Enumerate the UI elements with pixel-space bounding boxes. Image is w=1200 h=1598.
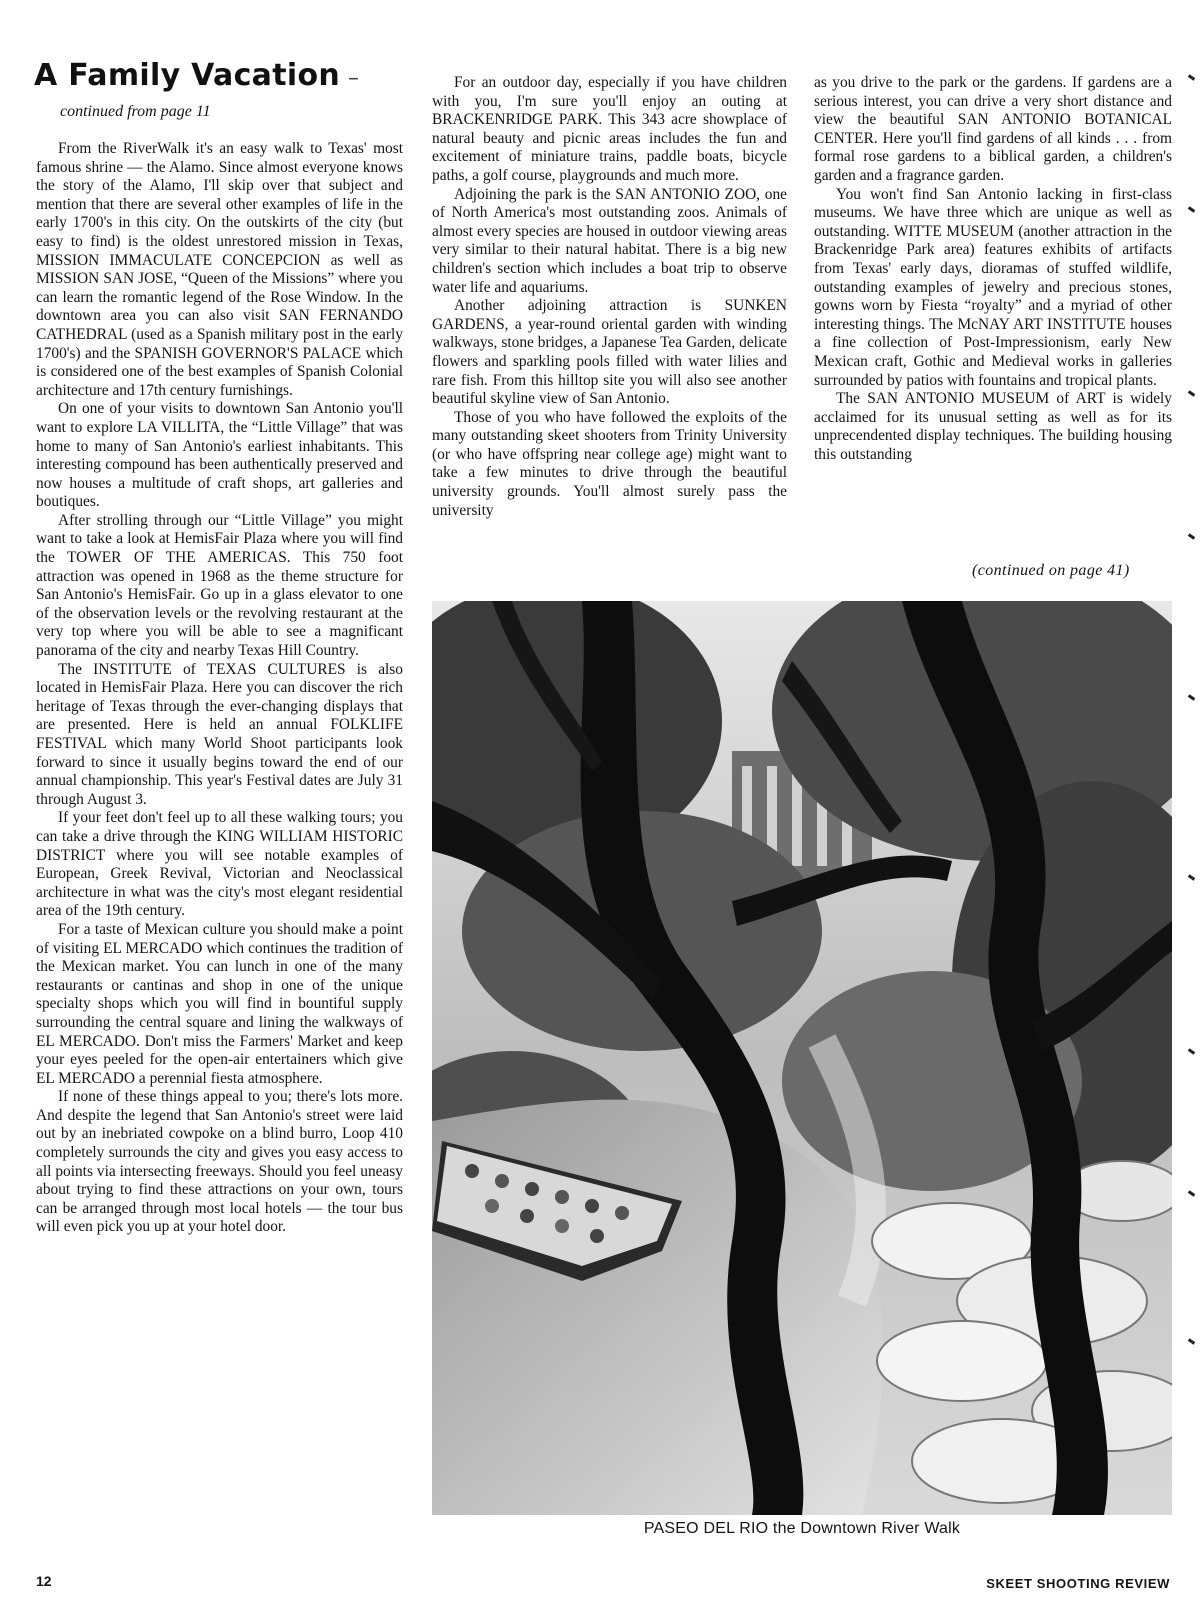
paragraph: On one of your visits to downtown San Antonio you'll want to explore LA VILLITA, the “Little Village” that was home to many of San Antonio's earliest inhabitants. This interesting compound has been authentically preserved and now houses a multitude of craft shops, art galleries and boutiques. (36, 400, 403, 511)
paragraph: You won't find San Antonio lacking in first-class museums. We have three which are unique as well as outstanding. WITTE MUSEUM (another attraction in the Brackenridge Park area) features exhibits of artifacts from Texas' early days, dioramas of stuffed wildlife, outstanding examples of jewelry and precious stones, gowns worn by Fiesta “royalty” and a myriad of other interesting things. The McNAY ART INSTITUTE houses a fine collection of Post-Impressionism, early New Mexican craft, Gothic and Medieval works in galleries surrounded by patios with fountains and tropical plants. (814, 185, 1172, 389)
right-column (814, 74, 1172, 464)
continued-on-note: (continued on page 41) (972, 562, 1130, 579)
edge-mark (1188, 694, 1195, 700)
edge-mark (1188, 390, 1195, 396)
left-column (36, 140, 403, 1237)
paragraph: Adjoining the park is the SAN ANTONIO ZOO, one of North America's most outstanding zoos. Animals of almost every species are housed in outdoor viewing areas very similar to their natural habitat. There is a big new children's section which includes a boat trip to observe water life and aquariums. (432, 185, 787, 296)
middle-column (432, 74, 787, 520)
continued-from-note: continued from page 11 (60, 103, 211, 120)
edge-mark (1188, 1338, 1195, 1344)
edge-mark (1188, 874, 1195, 880)
edge-mark (1188, 1190, 1195, 1196)
paragraph: Those of you who have followed the exploits of the many outstanding skeet shooters from Trinity University (or who have offspring near college age) might want to take a few minutes to drive through the beautiful university grounds. You'll almost surely pass the university (432, 408, 787, 519)
headline-dash: – (348, 66, 360, 91)
paragraph: From the RiverWalk it's an easy walk to Texas' most famous shrine — the Alamo. Since almost everyone knows the story of the Alamo, I'll skip over that subject and mention that there are several other examples of life in the early 1700's in this city. On the outskirts of the city (but easy to find) is the oldest unrestored mission in Texas, MISSION IMMACULATE CONCEPCION as well as MISSION SAN JOSE, “Queen of the Missions” where you can learn the romantic legend of the Rose Window. In the downtown area you can also visit SAN FERNANDO CATHEDRAL (used as a Spanish military post in the early 1700's) and the SPANISH GOVERNOR'S PALACE which is considered one of the best examples of Spanish Colonial architecture and 17th century furnishings. (36, 140, 403, 399)
publication-name: SKEET SHOOTING REVIEW (986, 1576, 1170, 1591)
paragraph: The SAN ANTONIO MUSEUM of ART is widely acclaimed for its unusual setting as well as for its unprecendented display techniques. The building housing this outstanding (814, 390, 1172, 463)
page-number: 12 (36, 1573, 52, 1589)
edge-mark (1188, 533, 1195, 539)
paragraph: The INSTITUTE of TEXAS CULTURES is also located in HemisFair Plaza. Here you can discover the rich heritage of Texas through the ever-changing displays that are presented. Here is held an annual FOLKLIFE FESTIVAL which many World Shoot participants look forward to since it usually begins toward the end of our annual championship. This year's Festival dates are July 31 through August 3. (36, 660, 403, 808)
edge-mark (1188, 1048, 1195, 1054)
river-walk-photo (432, 601, 1172, 1515)
article-headline (34, 58, 359, 93)
paragraph: If none of these things appeal to you; there's lots more. And despite the legend that San Antonio's street were laid out by an inebriated cowpoke on a blind burro, Loop 410 completely surrounds the city and gives you easy access to all points via intersecting freeways. Should you feel uneasy about trying to find these attractions on your own, tours can be arranged through most local hotels — the tour bus will even pick you up at your hotel door. (36, 1088, 403, 1236)
paragraph: as you drive to the park or the gardens. If gardens are a serious interest, you can drive a very short distance and view the beautiful SAN ANTONIO BOTANICAL CENTER. Here you'll find gardens of all kinds . . . from formal rose gardens to a biblical garden, a children's garden and a fragrance garden. (814, 74, 1172, 184)
paragraph: If your feet don't feel up to all these walking tours; you can take a drive through the KING WILLIAM HISTORIC DISTRICT where you will see notable examples of European, Greek Revival, Victorian and Neoclassical architecture in what was the city's most elegant residential area of the 19th century. (36, 809, 403, 920)
headline-text: A Family Vacation (34, 58, 341, 93)
edge-mark (1188, 206, 1195, 212)
paragraph: For an outdoor day, especially if you have children with you, I'm sure you'll enjoy an outing at BRACKENRIDGE PARK. This 343 acre showplace of natural beauty and picnic areas includes the fun and excitement of miniature trains, paddle boats, bicycle paths, a golf course, playgrounds and much more. (432, 74, 787, 184)
edge-mark (1188, 74, 1195, 80)
paragraph: Another adjoining attraction is SUNKEN GARDENS, a year-round oriental garden with winding walkways, stone bridges, a Japanese Tea Garden, delicate flowers and sparkling pools filled with water lilies and rare fish. From this hilltop site you will also see another beautiful skyline view of San Antonio. (432, 297, 787, 408)
paragraph: After strolling through our “Little Village” you might want to take a look at HemisFair Plaza where you will find the TOWER OF THE AMERICAS. This 750 foot attraction was opened in 1968 as the theme structure for San Antonio's HemisFair. Go up in a glass elevator to one of the observation levels or the revolving restaurant at the very top where you will be able to see a magnificant panorama of the city and nearby Texas Hill Country. (36, 511, 403, 660)
photo-caption: PASEO DEL RIO the Downtown River Walk (643, 1520, 961, 1537)
paragraph: For a taste of Mexican culture you should make a point of visiting EL MERCADO which continues the tradition of the Mexican market. You can lunch in one of the many restaurants or cantinas and shop in one of the unique specialty shops which you will find in bountiful supply surrounding the central square and lining the walkways of EL MERCADO. Don't miss the Farmers' Market and keep your eyes peeled for the open-air entertainers which give EL MERCADO a perennial fiesta atmosphere. (36, 920, 403, 1087)
